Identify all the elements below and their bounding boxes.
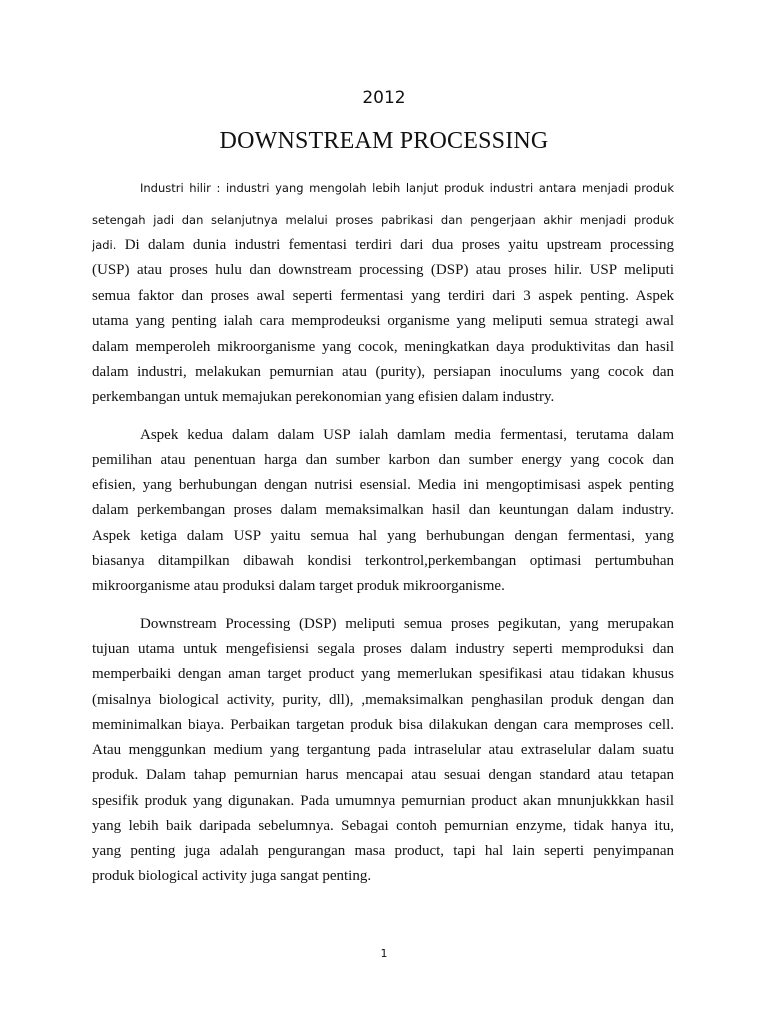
paragraph-line: perkembangan untuk memajukan perekonomian yang efisien dalam industry. bbox=[92, 389, 555, 405]
paragraph-line: (USP) atau proses hulu dan downstream processing (DSP) atau proses hilir. USP meliputi bbox=[92, 262, 674, 278]
paragraph-line: Aspek ketiga dalam USP yaitu semua hal yang berhubungan dengan fermentasi, yang bbox=[92, 528, 674, 544]
document-title: DOWNSTREAM PROCESSING bbox=[219, 128, 549, 154]
paragraph-line: dalam perkembangan proses dalam memaksimalkan hasil dan keuntungan dalam industry. bbox=[92, 502, 674, 518]
paragraph-line: Industri hilir : industri yang mengolah lebih lanjut produk industri antara menjadi produk bbox=[140, 181, 674, 195]
paragraph-line: yang lebih baik daripada sebelumnya. Sebagai contoh pemurnian enzyme, tidak hanya itu, bbox=[92, 818, 674, 834]
paragraph-line-segment: Di dalam dunia industri fementasi terdiri dari dua proses yaitu upstream processing bbox=[116, 237, 674, 253]
paragraph-line: (misalnya biological activity, purity, dll), ,memaksimalkan penghasilan produk dengan dan bbox=[92, 692, 674, 708]
paragraph-line: produk. Dalam tahap pemurnian harus mencapai atau sesuai dengan standard atau tetapan bbox=[92, 767, 674, 783]
paragraph-line: Aspek kedua dalam dalam USP ialah damlam media fermentasi, terutama dalam bbox=[140, 427, 674, 443]
paragraph-line: yang penting juga adalah pengurangan masa product, tapi hal lain seperti penyimpanan bbox=[92, 843, 674, 859]
paragraph-line: pemilihan atau penentuan harga dan sumber karbon dan sumber energy yang cocok dan bbox=[92, 452, 674, 468]
document-year: 2012 bbox=[362, 88, 406, 108]
paragraph-line: memperbaiki dengan aman target product yang memerlukan spesifikasi atau tidakan khusus bbox=[92, 666, 674, 682]
paragraph-line: dalam industri, melakukan pemurnian atau (purity), persiapan inoculums yang cocok dan bbox=[92, 364, 674, 380]
paragraph-line: Downstream Processing (DSP) meliputi semua proses pegikutan, yang merupakan bbox=[140, 616, 674, 632]
paragraph-line-segment: jadi. bbox=[92, 238, 117, 252]
paragraph-line: meminimalkan biaya. Perbaikan targetan produk bisa dilakukan dengan cara memproses cell. bbox=[92, 717, 674, 733]
paragraph-line: Atau menggunkan medium yang tergantung pada intraselular atau extraselular dalam suatu bbox=[92, 742, 674, 758]
paragraph-line: dalam memperoleh mikroorganisme yang cocok, meningkatkan daya produktivitas dan hasil bbox=[92, 339, 674, 355]
paragraph-line: utama yang penting ialah cara memprodeuksi organisme yang meliputi semua strategi awal bbox=[92, 313, 674, 329]
paragraph-line: spesifik produk yang digunakan. Pada umumnya pemurnian product akan mnunjukkkan hasil bbox=[92, 793, 674, 809]
paragraph-line: biasanya ditampilkan dibawah kondisi terkontrol,perkembangan optimasi pertumbuhan bbox=[92, 553, 674, 569]
paragraph-line: mikroorganisme atau produksi dalam target produk mikroorganisme. bbox=[92, 578, 505, 594]
page-number: 1 bbox=[380, 947, 388, 960]
paragraph-line: tujuan utama untuk mengefisiensi segala proses dalam industry seperti memproduksi dan bbox=[92, 641, 674, 657]
paragraph-line: setengah jadi dan selanjutnya melalui proses pabrikasi dan pengerjaan akhir menjadi produk bbox=[92, 213, 674, 227]
paragraph-line: semua faktor dan proses awal seperti fermentasi yang terdiri dari 3 aspek penting. Aspek bbox=[92, 288, 674, 304]
paragraph-line bbox=[92, 235, 674, 255]
paragraph-line: produk biological activity juga sangat penting. bbox=[92, 868, 372, 884]
paragraph-line: efisien, yang berhubungan dengan nutrisi esensial. Media ini mengoptimisasi aspek penting bbox=[92, 477, 674, 493]
